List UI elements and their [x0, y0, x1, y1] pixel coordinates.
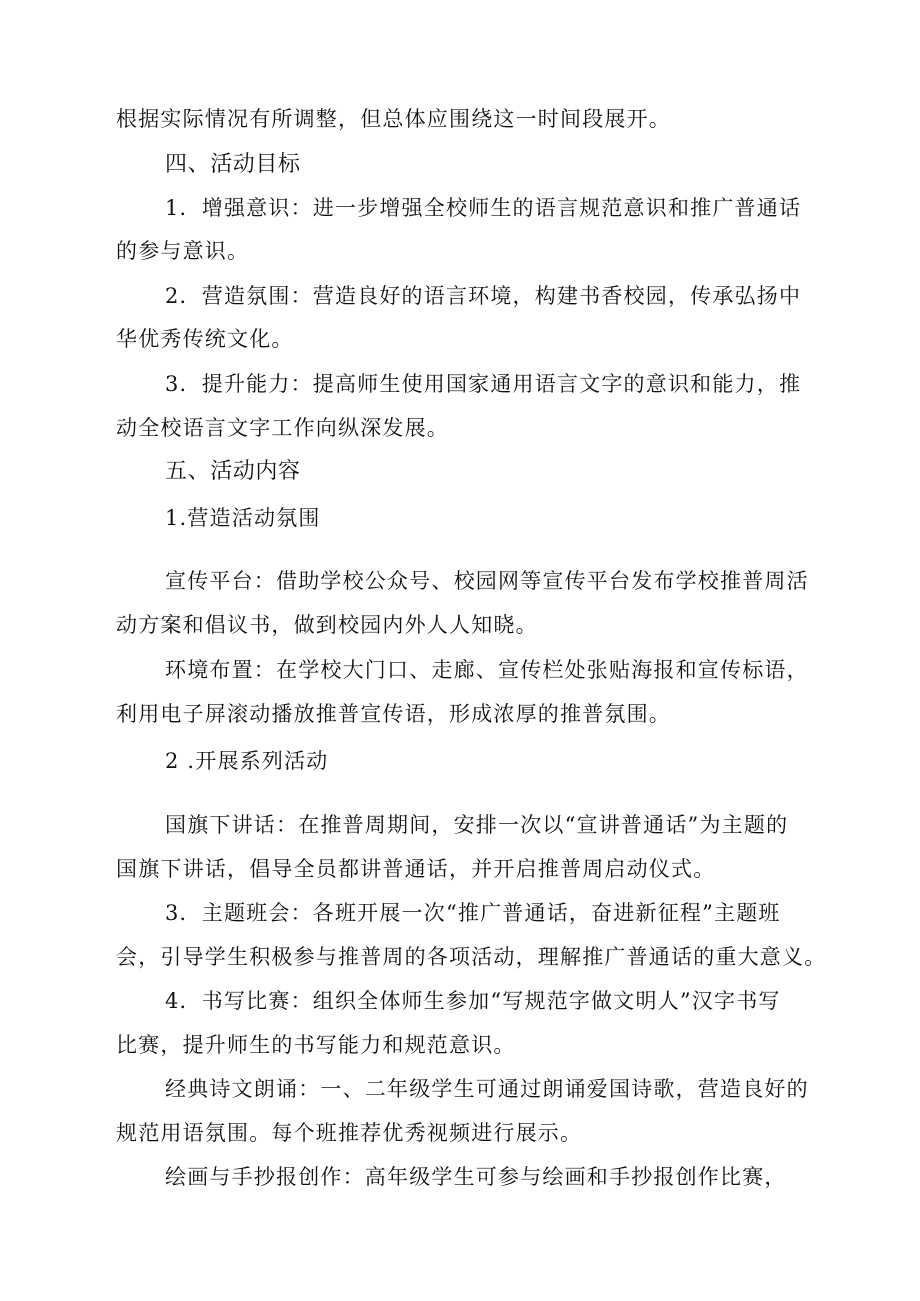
section-heading-objectives: 四、活动目标 [165, 152, 301, 177]
paragraph-line: 动方案和倡议书，做到校园内外人人知晓。 [116, 613, 538, 637]
paragraph-line: 1．增强意识：进一步增强全校师生的语言规范意识和推广普通话 [165, 196, 802, 220]
paragraph-line: 国旗下讲话，倡导全员都讲普通话，并开启推普周启动仪式。 [116, 857, 716, 881]
paragraph-line: 利用电子屏滚动播放推普宣传语，形成浓厚的推普氛围。 [116, 702, 671, 726]
paragraph-line: 规范用语氛围。每个班推荐优秀视频进行展示。 [116, 1121, 583, 1145]
subheading-line: 2 .开展系列活动 [165, 749, 329, 773]
paragraph-line: 的参与意识。 [116, 239, 250, 263]
paragraph-line: 3．提升能力：提高师生使用国家通用语言文字的意识和能力，推 [165, 372, 802, 396]
paragraph-line: 动全校语言文字工作向纵深发展。 [116, 416, 449, 440]
paragraph-line: 3．主题班会：各班开展一次“推广普通话，奋进新征程”主题班 [165, 901, 781, 925]
paragraph-line: 环境布置：在学校大门口、走廊、宣传栏处张贴海报和宣传标语， [165, 658, 809, 682]
paragraph-line: 4．书写比赛：组织全体师生参加“写规范字做文明人”汉字书写 [165, 989, 781, 1013]
paragraph-line: 2．营造氛围：营造良好的语言环境，构建书香校园，传承弘扬中 [165, 284, 802, 308]
paragraph-line: 宣传平台：借助学校公众号、校园网等宣传平台发布学校推普周活 [165, 569, 809, 593]
paragraph-line: 华优秀传统文化。 [116, 327, 294, 351]
paragraph-line: 比赛，提升师生的书写能力和规范意识。 [116, 1033, 516, 1057]
subheading-line: 1.营造活动氛围 [165, 506, 321, 530]
paragraph-line: 国旗下讲话：在推普周期间，安排一次以“宣讲普通话”为主题的 [165, 813, 789, 837]
section-heading-content: 五、活动内容 [165, 459, 301, 484]
paragraph-line: 会，引导学生积极参与推普周的各项活动，理解推广普通话的重大意义。 [116, 945, 827, 969]
paragraph-line: 绘画与手抄报创作：高年级学生可参与绘画和手抄报创作比赛， [165, 1165, 787, 1189]
paragraph-line: 根据实际情况有所调整，但总体应围绕这一时间段展开。 [116, 107, 671, 131]
paragraph-line: 经典诗文朗诵：一、二年级学生可通过朗诵爱国诗歌，营造良好的 [165, 1077, 809, 1101]
